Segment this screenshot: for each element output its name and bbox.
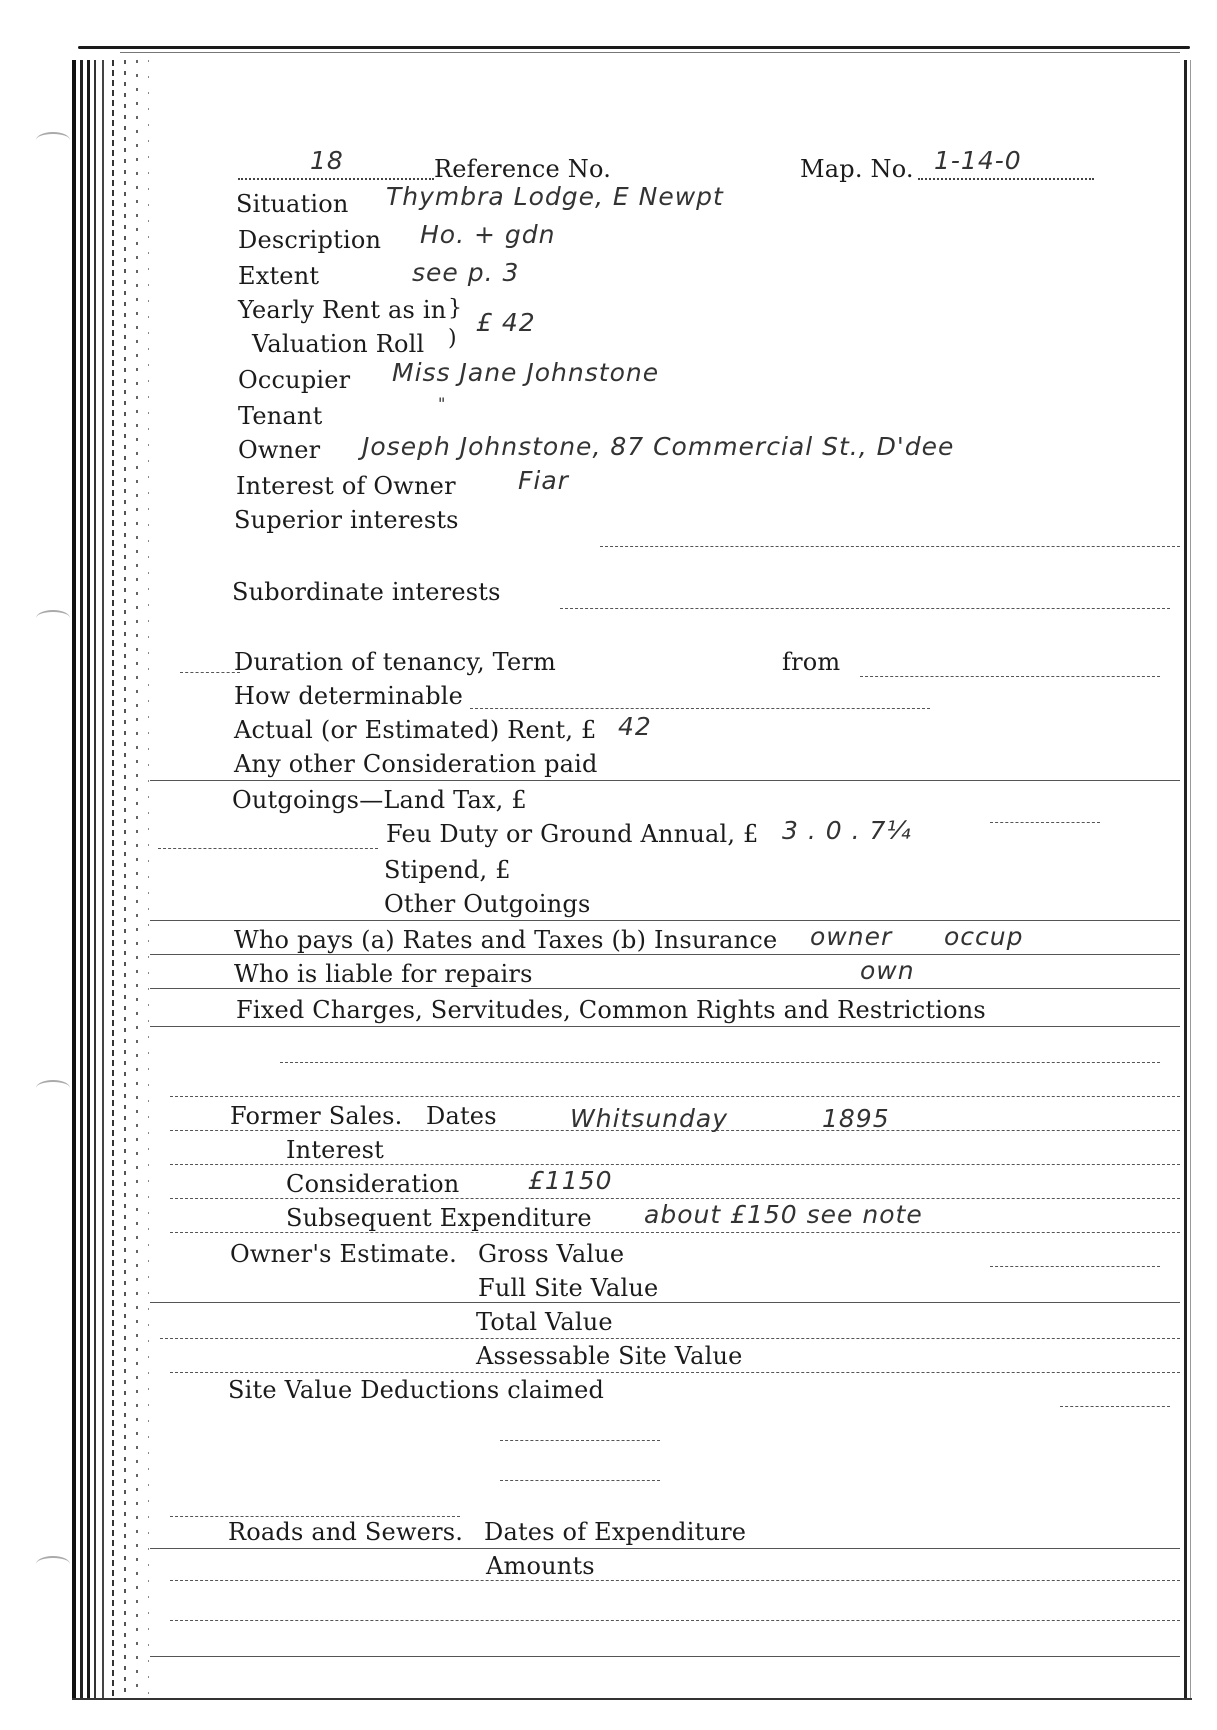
yearly-rent-label: Yearly Rent as in [238,296,447,324]
faint-rule [500,1440,660,1441]
page-right-edge-inner [1190,60,1191,1700]
amounts-label: Amounts [486,1552,595,1580]
faint-rule [560,608,1170,609]
owner-value: Joseph Johnstone, 87 Commercial St., D'dee [362,432,955,461]
owner-label: Owner [238,436,321,464]
occupier-label: Occupier [238,366,351,394]
reference-value: 18 [310,146,344,175]
faint-rule [158,848,378,849]
other-consideration-label: Any other Consideration paid [234,750,598,778]
superior-interests-label: Superior interests [234,506,459,534]
map-label: Map. No. [800,155,914,183]
page-bottom-edge [72,1698,1192,1700]
reference-dotted-line [238,178,434,180]
tenant-value: " [438,394,447,413]
faint-rule [170,1232,1180,1233]
form-rule [150,1656,1180,1657]
form-rule [150,988,1180,989]
form-rule [150,954,1180,955]
outgoings-land-tax-label: Outgoings—Land Tax, £ [232,786,527,814]
valuation-roll-label: Valuation Roll [252,330,425,358]
former-sales-dates-label: Dates [426,1102,497,1130]
duration-label: Duration of tenancy, Term [234,648,557,676]
who-liable-label: Who is liable for repairs [234,960,533,988]
roads-sewers-label: Roads and Sewers. [228,1518,464,1546]
faint-rule [170,1620,1180,1621]
punch-hole-mark [36,1556,70,1572]
occupier-value: Miss Jane Johnstone [392,358,660,387]
other-outgoings-label: Other Outgoings [384,890,591,918]
actual-rent-label: Actual (or Estimated) Rent, £ [234,716,597,744]
punch-hole-mark [36,1080,70,1096]
who-pays-label: Who pays (a) Rates and Taxes (b) Insurance [234,926,778,954]
subordinate-interests-label: Subordinate interests [232,578,501,606]
brace-top: } [448,296,463,321]
site-value-deductions-label: Site Value Deductions claimed [228,1376,605,1404]
faint-rule [170,1164,1180,1165]
faint-rule [990,1266,1160,1267]
map-dotted-line [918,178,1094,180]
situation-value: Thymbra Lodge, E Newpt [386,182,724,211]
faint-rule [170,1198,1180,1199]
form-rule [150,780,1180,781]
page-right-edge [1184,60,1187,1700]
faint-rule [170,1096,1180,1097]
faint-rule [280,1062,1160,1063]
extent-label: Extent [238,262,320,290]
reference-label: Reference No. [434,155,612,183]
consideration-label: Consideration [286,1170,460,1198]
faint-rule [170,1130,1180,1131]
page-top-edge-inner [120,52,1180,53]
owners-estimate-label: Owner's Estimate. [230,1240,457,1268]
former-sales-label: Former Sales. [230,1102,403,1130]
form-rule [150,1548,1180,1549]
stipend-label: Stipend, £ [384,856,511,884]
feu-duty-label: Feu Duty or Ground Annual, £ [386,820,759,848]
faint-rule [170,1580,1180,1581]
interest-of-owner-label: Interest of Owner [236,472,456,500]
page-top-edge [78,46,1190,49]
consideration-value: £1150 [528,1166,613,1195]
interest-of-owner-value: Fiar [518,466,569,495]
faint-rule [860,676,1160,677]
faint-rule [160,1338,1180,1339]
form-rule [150,1302,1180,1303]
faint-rule [170,1372,1180,1373]
map-value: 1-14-0 [934,146,1022,175]
description-value: Ho. + gdn [420,220,556,249]
extent-value: see p. 3 [412,258,520,287]
total-value-label: Total Value [476,1308,613,1336]
description-label: Description [238,226,382,254]
fixed-charges-label: Fixed Charges, Servitudes, Common Rights and Restrictions [236,996,986,1024]
faint-rule [470,708,930,709]
who-pays-rates-value: owner [810,922,893,951]
who-liable-value: own [860,956,915,985]
form-rule [150,1026,1180,1027]
former-sales-dates-value: Whitsunday [570,1104,729,1133]
dates-of-expenditure-label: Dates of Expenditure [484,1518,747,1546]
former-sales-year-value: 1895 [822,1104,890,1133]
form-rule [150,920,1180,921]
tenant-label: Tenant [238,402,323,430]
faint-rule [180,672,240,673]
faint-rule [170,1516,460,1517]
actual-rent-value: 42 [618,712,652,741]
subsequent-expenditure-label: Subsequent Expenditure [286,1204,592,1232]
who-pays-insurance-value: occup [944,922,1024,951]
faint-rule [600,546,1180,547]
binding-edge [72,60,162,1700]
interest-label: Interest [286,1136,385,1164]
assessable-site-value-label: Assessable Site Value [476,1342,743,1370]
faint-rule [1060,1406,1170,1407]
full-site-value-label: Full Site Value [478,1274,659,1302]
situation-label: Situation [236,190,349,218]
faint-rule [990,822,1100,823]
subsequent-expenditure-value: about £150 see note [644,1200,923,1229]
duration-from-label: from [782,648,841,676]
punch-hole-mark [36,132,70,148]
how-determinable-label: How determinable [234,682,464,710]
yearly-rent-value: £ 42 [476,308,536,337]
gross-value-label: Gross Value [478,1240,625,1268]
punch-hole-mark [36,610,70,626]
feu-duty-value: 3 . 0 . 7¼ [782,816,912,845]
faint-rule [500,1480,660,1481]
brace-bottom: ) [448,326,457,351]
